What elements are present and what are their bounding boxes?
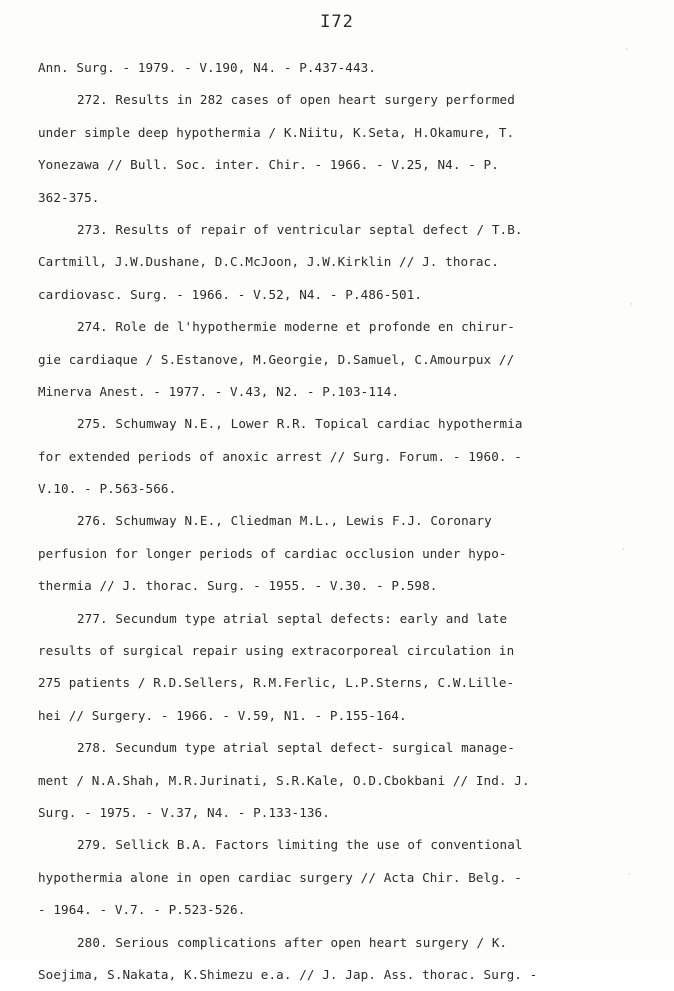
text-line: Soejima, S.Nakata, K.Shimezu e.a. // J. Jap. Ass. thorac. Surg. - bbox=[38, 966, 538, 982]
reference-start-line: 275. Schumway N.E., Lower R.R. Topical cardiac hypothermia bbox=[77, 416, 523, 432]
scan-speck: · bbox=[622, 545, 625, 555]
text-line: Surg. - 1975. - V.37, N4. - P.133-136. bbox=[38, 804, 330, 820]
reference-start-line: 272. Results in 282 cases of open heart surgery performed bbox=[77, 92, 515, 108]
reference-start-line: 274. Role de l'hypothermie moderne et profonde en chirur- bbox=[77, 319, 515, 335]
text-line: Cartmill, J.W.Dushane, D.C.McJoon, J.W.Kirklin // J. thorac. bbox=[38, 254, 499, 270]
text-line: - 1964. - V.7. - P.523-526. bbox=[38, 902, 246, 918]
reference-list bbox=[38, 52, 644, 991]
reference-start-line: 276. Schumway N.E., Cliedman M.L., Lewis F.J. Coronary bbox=[77, 513, 492, 529]
scan-speck: · bbox=[630, 300, 633, 310]
text-line: under simple deep hypothermia / K.Niitu, K.Seta, H.Okamure, T. bbox=[38, 124, 515, 140]
text-line: 275 patients / R.D.Sellers, R.M.Ferlic, L.P.Sterns, C.W.Lille- bbox=[38, 675, 515, 691]
text-line: thermia // J. thorac. Surg. - 1955. - V.30. - P.598. bbox=[38, 578, 438, 594]
reference-start-line: 278. Secundum type atrial septal defect- surgical manage- bbox=[77, 740, 515, 756]
reference-start-line: 273. Results of repair of ventricular septal defect / T.B. bbox=[77, 221, 523, 237]
scan-speck: · bbox=[628, 870, 631, 880]
text-line: ment / N.A.Shah, M.R.Jurinati, S.R.Kale, O.D.Cbokbani // Ind. J. bbox=[38, 772, 530, 788]
page-number: I72 bbox=[320, 12, 354, 32]
text-line: Ann. Surg. - 1979. - V.190, N4. - P.437-443. bbox=[38, 60, 377, 75]
text-line: hypothermia alone in open cardiac surgery // Acta Chir. Belg. - bbox=[38, 869, 522, 885]
reference-start-line: 279. Sellick B.A. Factors limiting the use of conventional bbox=[77, 837, 523, 853]
reference-start-line: 280. Serious complications after open heart surgery / K. bbox=[77, 934, 508, 950]
text-line: cardiovasc. Surg. - 1966. - V.52, N4. - P.486-501. bbox=[38, 286, 423, 302]
text-line: hei // Surgery. - 1966. - V.59, N1. - P.155-164. bbox=[38, 707, 407, 723]
text-line: Yonezawa // Bull. Soc. inter. Chir. - 1966. - V.25, N4. - P. bbox=[38, 157, 499, 173]
reference-start-line: 277. Secundum type atrial septal defects: early and late bbox=[77, 610, 508, 626]
text-line: results of surgical repair using extracorporeal circulation in bbox=[38, 643, 515, 659]
text-line: gie cardiaque / S.Estanove, M.Georgie, D.Samuel, C.Amourpux // bbox=[38, 351, 515, 367]
text-line: V.10. - P.563-566. bbox=[38, 481, 177, 497]
text-line: 362-375. bbox=[38, 189, 100, 205]
text-line: for extended periods of anoxic arrest // Surg. Forum. - 1960. - bbox=[38, 448, 522, 464]
text-line: perfusion for longer periods of cardiac occlusion under hypo- bbox=[38, 545, 507, 561]
scan-speck: · bbox=[625, 45, 628, 55]
text-line: Minerva Anest. - 1977. - V.43, N2. - P.103-114. bbox=[38, 383, 400, 399]
